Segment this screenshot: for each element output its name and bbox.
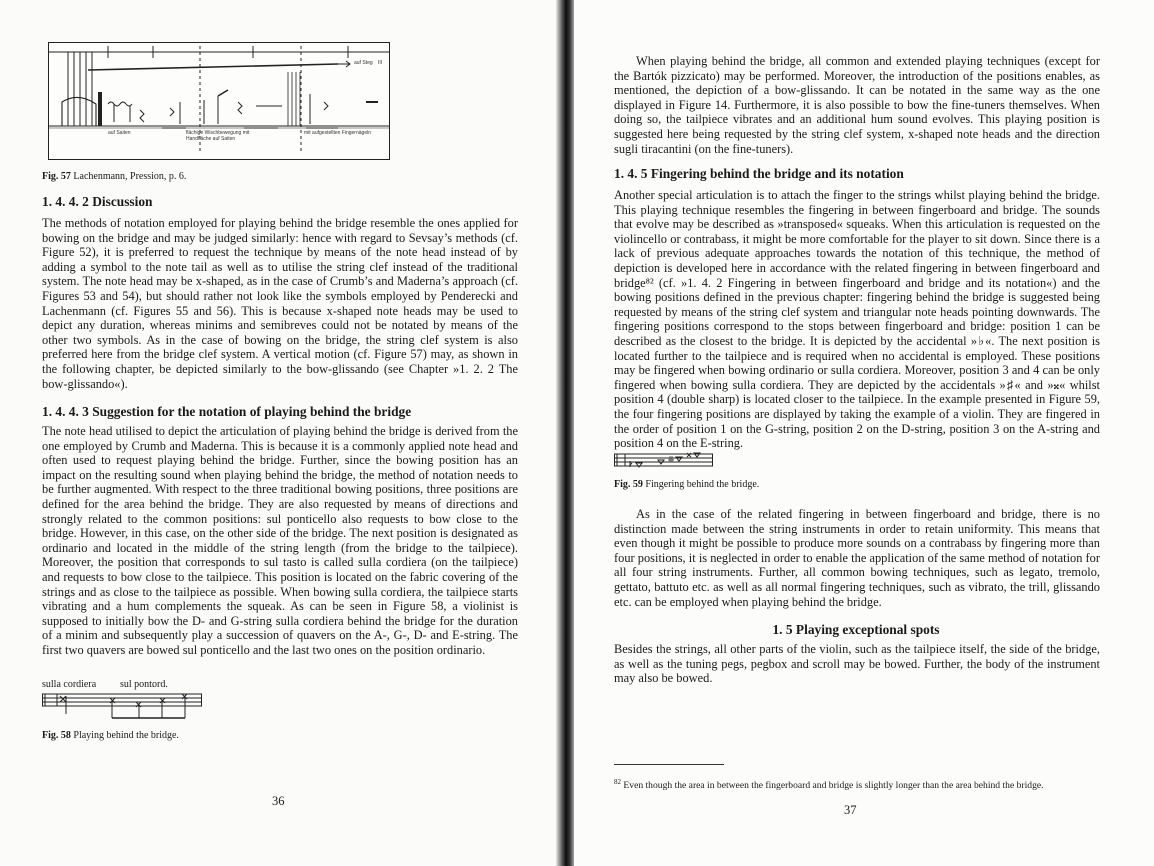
figure-59-svg: [614, 452, 714, 470]
section-1442-heading: 1. 4. 4. 2 Discussion: [42, 194, 153, 209]
figure-58-caption-label: Fig. 58: [42, 730, 71, 741]
section-145-body: Another special articulation is to attach the finger to the strings whilst playing behind the bridge. This playing technique resembles the fingering in between fingerboard and bridge. The sounds that evolve may be described as »transposed« squeaks. When this articulation is requested on the violincello or contrabass, it might be more comfortable for the player to sit down. Since there is a lack of previous adequate approaches towards the notation of this technique, the method of depiction is developed here in accordance with the related fingering in between fingerboard and bridge⁸² (cf. »1. 4. 2 Fingering in between fingerboard and bridge and its notation«) and the bowing positions defined in the previous chapter: fingering behind the bridge is suggested being requested by means of the string clef system and triangular note heads pointing downwards. The fingering positions correspond to the stops between fingerboard and bridge: position 1 can be described as the closest to the bridge. It is depicted by the accidental »♭«. The next position is located further to the tailpiece and is required when no accidental is employed. These positions may be fingered when bowing ordinario or sulla cordiera. Moreover, position 3 and 4 can be only fingered when bowing sulla cordiera. They are depicted by the accidentals »♯« and »𝄪« whilst position 4 (double sharp) is located closer to the tailpiece. In the example presented in Figure 59, the four fingering positions are displayed by taking the example of a violin. They are fingered in the order of position 1 on the G-string, position 2 on the D-string, position 3 on the A-string and position 4 on the E-string.: [614, 188, 1100, 451]
right-page: [574, 0, 1154, 866]
figure-58-caption: [42, 730, 179, 741]
figure-58-caption-text: Playing behind the bridge.: [73, 730, 179, 741]
figure-59-caption-text: Fingering behind the bridge.: [645, 479, 760, 490]
section-1443-heading: 1. 4. 4. 3 Suggestion for the notation of playing behind the bridge: [42, 404, 412, 419]
figure-58-label-sulla-cordiera: sulla cordiera: [42, 679, 97, 690]
figure-57-caption-label: Fig. 57: [42, 171, 71, 182]
figure-57-caption-text: Lachenmann, Pression, p. 6.: [73, 171, 187, 182]
figure-57-text-roman: III: [378, 60, 383, 66]
figure-58-svg: [42, 692, 204, 722]
figure-57-text-nails: mit aufgestellten Fingernägeln: [304, 130, 371, 136]
footnote-82: [614, 776, 1114, 792]
section-15-heading: 1. 5 Playing exceptional spots: [772, 622, 940, 637]
section-1442-body: The methods of notation employed for playing behind the bridge resemble the ones applied for bowing on the bridge and may be judged similarly: hence with regard to Sevsay’s methods (cf. Figure 52), it is preferred to request the technique by means of the note head instead of by adding a symbol to the note tail as well as to utilise the string clef instead of the traditional system. The note head may be x-shaped, as in the case of Crumb’s and Maderna’s approach (cf. Figures 53 and 54), but should rather not look like the symbols employed by Penderecki and Lachenmann (cf. Figures 55 and 56). This is because x-shaped note heads may be used to depict any duration, whereas minims and semibreves could not be notated by means of the other two symbols. As in the case of bowing on the bridge, the string clef system is also preferred here from the bridge clef system. A vertical motion (cf. Figure 57) may, as shown in the following chapter, be depicted similarly to the bow-glissando (see Chapter »1. 2. 2 The bow-glissando«).: [42, 216, 518, 391]
figure-58-staff: [42, 692, 204, 722]
footnote-82-number: 82: [614, 778, 621, 786]
figure-57-score: [48, 42, 390, 160]
footnote-rule: [614, 764, 724, 765]
figure-59-caption-label: Fig. 59: [614, 479, 643, 490]
section-1443-body: The note head utilised to depict the articulation of playing behind the bridge is derived from the one employed by Crumb and Maderna. This is because it is a commonly applied note head and often used to request playing behind the bridge. Further, since the bowing position has an impact on the resulting sound when playing behind the bridge, the method of notation needs to be further augmented. With respect to the three traditional bowing positions, three positions are defined for the area behind the bridge. They are also requested by means of directions and strongly related to the common positions: sul ponticello also requests to bow close to the bridge. However, in this case, on the other side of the bridge. The next position is designated as ordinario and located in the middle of the string length (from the bridge to the tailpiece). Moreover, the position that corresponds to sul tasto is called sulla cordiera (on the tailpiece) and requests to bow close to the tailpiece. This position is located on the fabric covering of the strings and as close to the tailpiece as possible. When bowing sulla cordiera, the tailpiece starts vibrating and a hum complements the squeak. As can be seen in Figure 58, a violinist is supposed to initially bow the D- and G-string sulla cordiera behind the bridge for the duration of a minim and subsequently play a succession of quavers on the A-, G-, D- and E-string. The first two quavers are bowed sul ponticello and the last two ones on the position ordinario.: [42, 424, 518, 657]
intro-paragraph: When playing behind the bridge, all common and extended playing techniques (except for the Bartók pizzicato) may be performed. Moreover, the introduction of the positions enables, as mentioned, the depiction of a bow-glissando. It can be notated in the same way as the one displayed in Figure 14. Furthermore, it is also possible to bow the fine-tuners themselves. When doing so, the tailpiece vibrates and an additional hum sound evolves. This playing position is suggested here being requested by the string clef system, x-shaped note heads and the direction sugli tiracantini (on the fine-tuners).: [614, 54, 1100, 156]
section-15-body-text: Besides the strings, all other parts of the violin, such as the tailpiece itself, the side of the bridge, as well as the tuning pegs, pegbox and scroll may be bowed. Further, the body of the instrument may also be bowed.: [614, 642, 1100, 686]
figure-59-caption: [614, 479, 759, 490]
figure-59-staff: [614, 452, 714, 470]
section-15-body: [614, 642, 1100, 686]
figure-57-text-strings: auf Saiten: [108, 130, 131, 136]
page-number-right: 37: [844, 803, 857, 817]
book-gutter: [556, 0, 576, 866]
after-figure-59-paragraph: As in the case of the related fingering in between fingerboard and bridge, there is no distinction made between the string instruments in order to retain uniformity. This means that even though it might be possible to produce more sounds on a contrabass by fingering more than four positions, it is neglected in order to enable the application of the same method of notation for all four string instruments. Further, all common bowing techniques, such as legato, tremolo, gettato, battuto etc. as well as all normal fingering techniques, such as vibrato, the trill, glissando etc. can be employed when playing behind the bridge.: [614, 507, 1100, 609]
page-number-left: 36: [272, 794, 285, 808]
left-page: [0, 0, 560, 866]
figure-57-svg: [48, 42, 390, 160]
footnote-82-text: Even though the area in between the fingerboard and bridge is slightly longer than the area behind the bridge.: [623, 780, 1044, 792]
section-145-heading: 1. 4. 5 Fingering behind the bridge and its notation: [614, 166, 904, 181]
figure-58-label-ord: ord.: [152, 679, 168, 690]
figure-57-caption: [42, 171, 186, 182]
figure-58-label-sul-pont: sul pont.: [120, 679, 155, 690]
figure-57-text-bridge: auf Steg: [354, 60, 373, 66]
figure-57-text-wipe: flächige Wischbewegung mit Handfläche auf Saiten: [186, 130, 250, 142]
